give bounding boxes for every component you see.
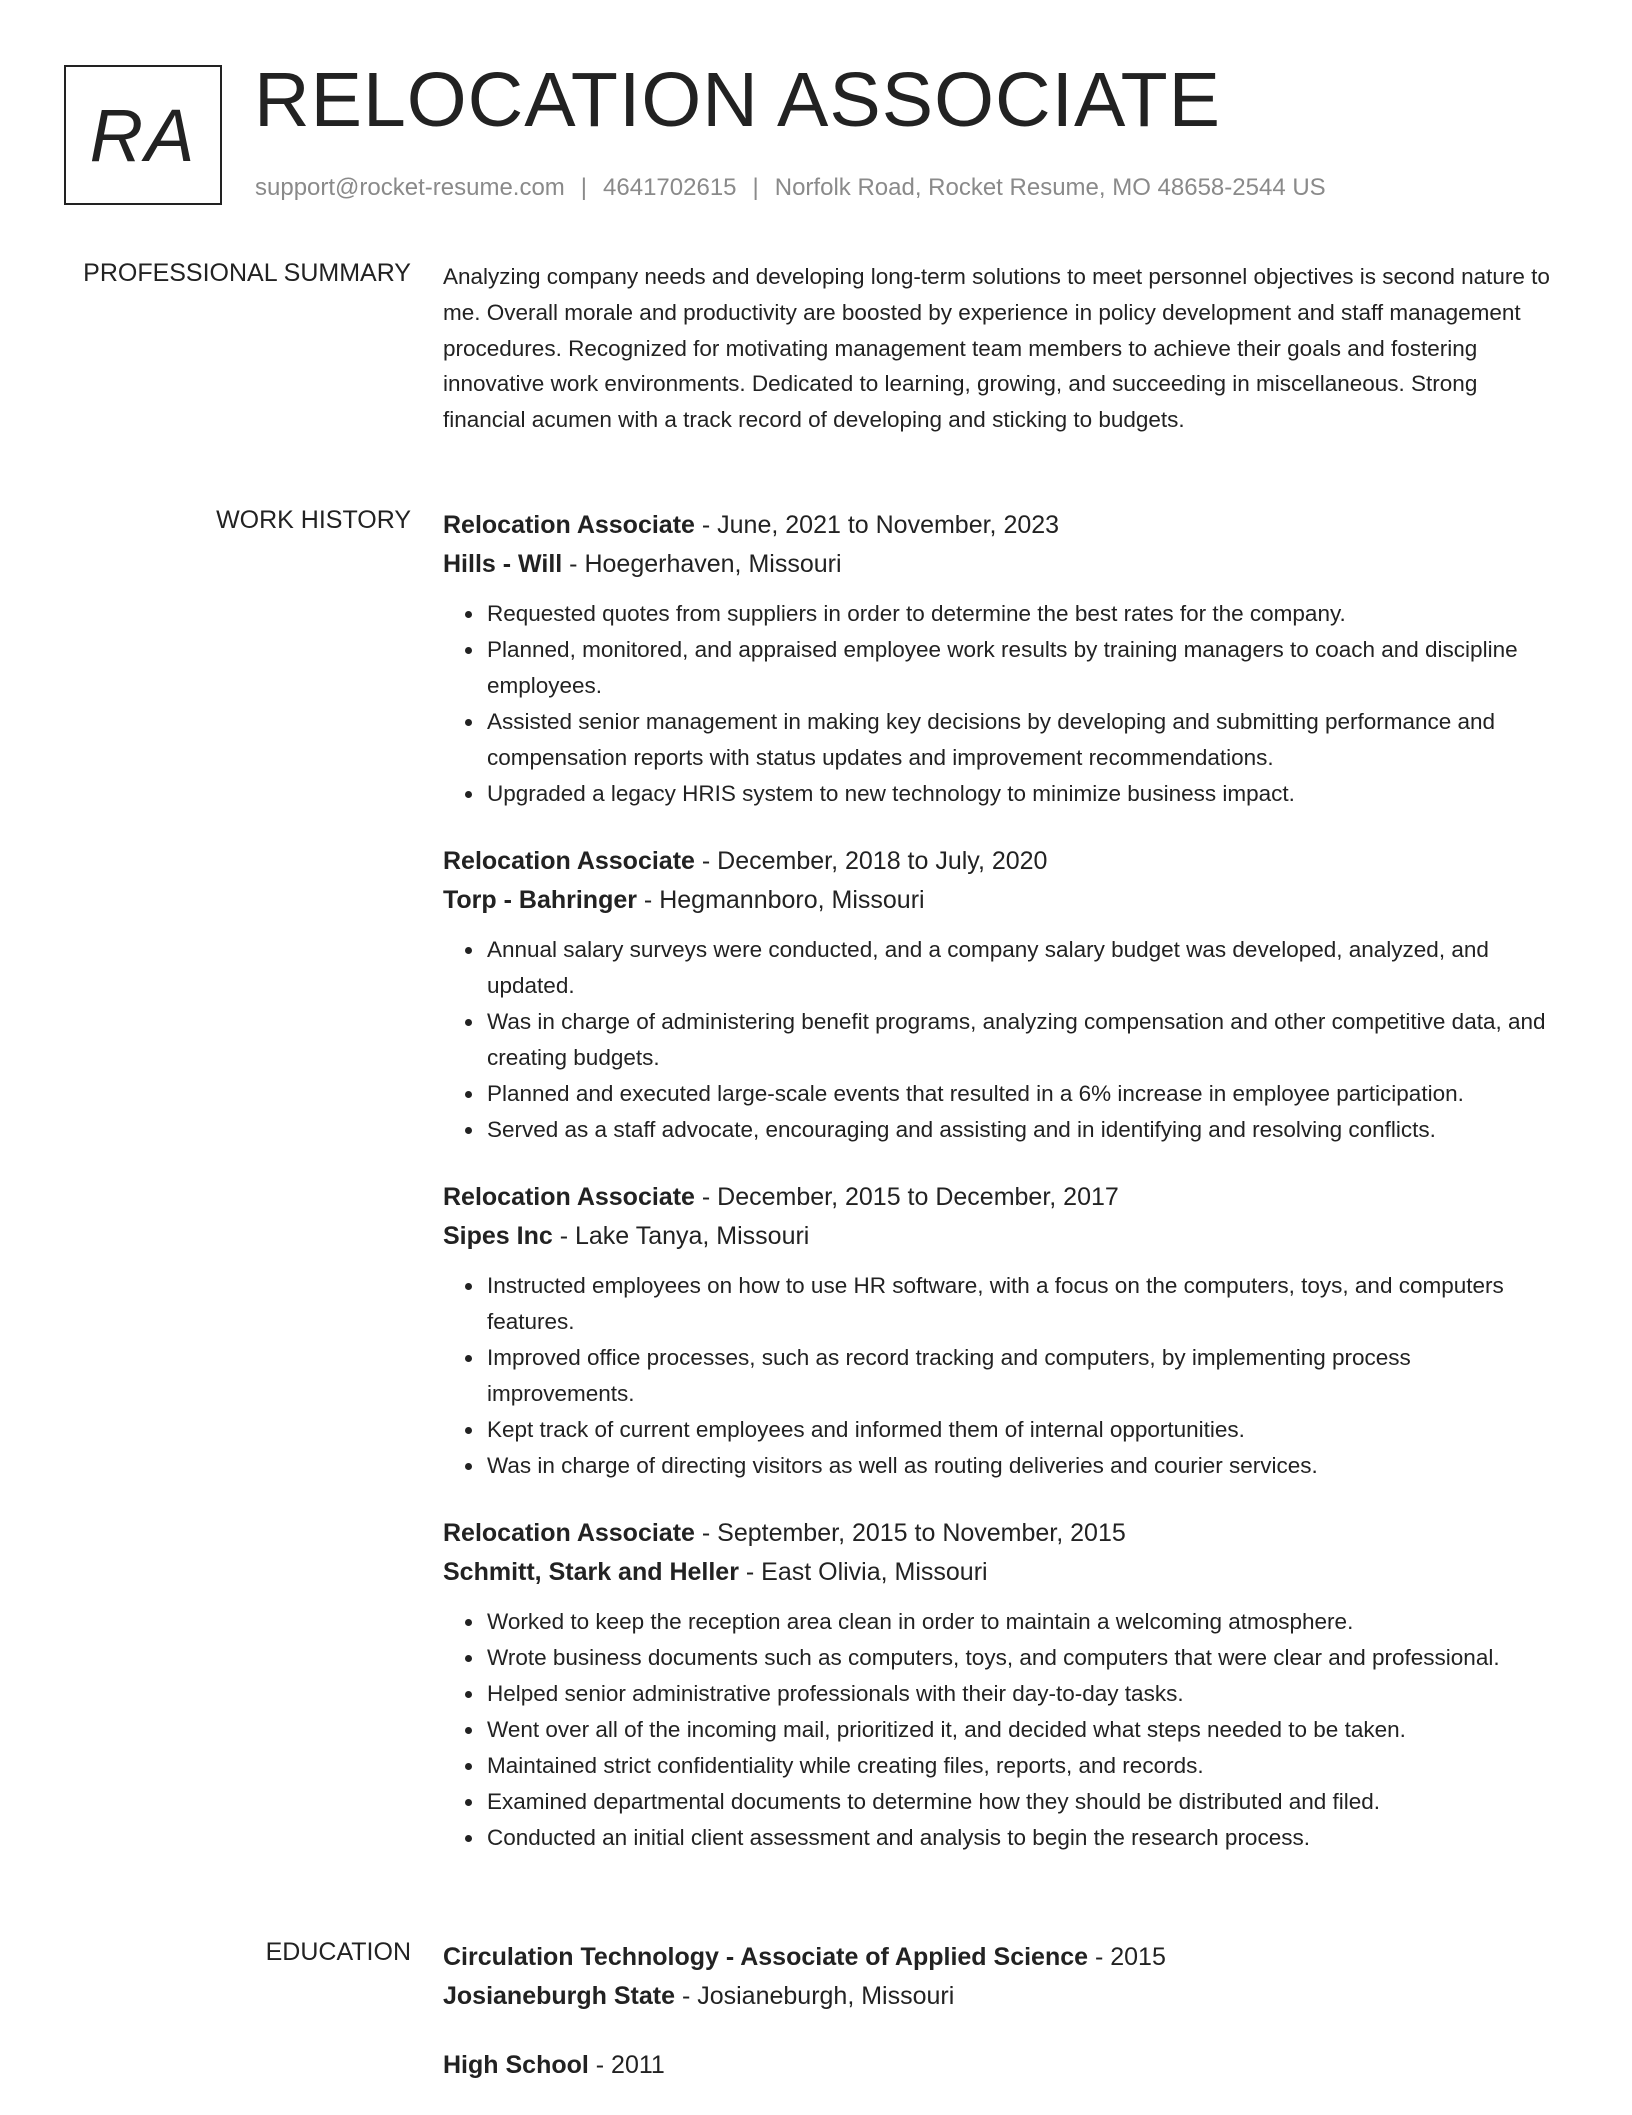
- degree-year: - 2011: [588, 2051, 665, 2079]
- job-title: Relocation Associate: [443, 1183, 695, 1211]
- degree-year: - 2015: [1088, 1943, 1166, 1971]
- contact-separator: |: [580, 174, 588, 201]
- job-dates: - June, 2021 to November, 2023: [694, 511, 1060, 539]
- contact-line: [255, 174, 1326, 202]
- job-bullets: [443, 932, 1558, 1148]
- degree-line: [443, 1938, 1558, 1977]
- job-company-line: [443, 881, 1558, 920]
- job-company-line: [443, 545, 1558, 584]
- job-company: Torp - Bahringer: [443, 886, 637, 914]
- job-title-line: [443, 842, 1558, 881]
- job-company: Sipes Inc: [443, 1222, 553, 1250]
- bullet-item: Helped senior administrative professionals with their day-to-day tasks.: [487, 1676, 1558, 1712]
- bullet-item: Maintained strict confidentiality while creating files, reports, and records.: [487, 1748, 1558, 1784]
- monogram-initials: RA: [89, 93, 197, 177]
- job-title: Relocation Associate: [443, 1519, 695, 1547]
- bullet-item: Planned and executed large-scale events that resulted in a 6% increase in employee participation.: [487, 1076, 1558, 1112]
- job-dates: - September, 2015 to November, 2015: [694, 1519, 1126, 1547]
- bullet-item: Annual salary surveys were conducted, and a company salary budget was developed, analyzed, and updated.: [487, 932, 1558, 1004]
- candidate-name: RELOCATION ASSOCIATE: [254, 57, 1222, 143]
- bullet-item: Went over all of the incoming mail, prioritized it, and decided what steps needed to be taken.: [487, 1712, 1558, 1748]
- job-entry: [443, 842, 1558, 1148]
- education-entry: [443, 2046, 1558, 2085]
- section-label-education: EDUCATION: [265, 1938, 411, 1966]
- bullet-item: Kept track of current employees and informed them of internal opportunities.: [487, 1412, 1558, 1448]
- school-line: [443, 1977, 1558, 2016]
- education-body: [443, 1938, 1558, 2115]
- job-title-line: [443, 1178, 1558, 1217]
- job-entry: [443, 1514, 1558, 1856]
- bullet-item: Assisted senior management in making key decisions by developing and submitting performance and compensation reports with status updates and improvement recommendations.: [487, 704, 1558, 776]
- summary-body: [443, 259, 1558, 438]
- job-company-line: [443, 1553, 1558, 1592]
- degree: High School: [443, 2051, 589, 2079]
- job-company: Hills - Will: [443, 550, 563, 578]
- job-title: Relocation Associate: [443, 847, 695, 875]
- degree-line: [443, 2046, 1558, 2085]
- school-location: - Josianeburgh, Missouri: [675, 1982, 955, 2010]
- job-location: - Hoegerhaven, Missouri: [562, 550, 842, 578]
- work-history-body: [443, 506, 1558, 1886]
- bullet-item: Instructed employees on how to use HR software, with a focus on the computers, toys, and computers features.: [487, 1268, 1558, 1340]
- degree: Circulation Technology - Associate of Applied Science: [443, 1943, 1089, 1971]
- job-title-line: [443, 506, 1558, 545]
- bullet-item: Served as a staff advocate, encouraging and assisting and in identifying and resolving conflicts.: [487, 1112, 1558, 1148]
- summary-text: Analyzing company needs and developing long-term solutions to meet personnel objectives is second nature to me. Overall morale and productivity are boosted by experience in policy development and staff management procedures. Recognized for motivating management team members to achieve their goals and fostering innovative work environments. Dedicated to learning, growing, and succeeding in miscellaneous. Strong financial acumen with a track record of developing and sticking to budgets.: [443, 264, 1550, 433]
- bullet-item: Conducted an initial client assessment and analysis to begin the research process.: [487, 1820, 1558, 1856]
- job-company: Schmitt, Stark and Heller: [443, 1558, 739, 1586]
- job-location: - East Olivia, Missouri: [738, 1558, 988, 1586]
- education-entry: [443, 1938, 1558, 2016]
- job-entry: [443, 506, 1558, 812]
- job-title: Relocation Associate: [443, 511, 695, 539]
- job-dates: - December, 2015 to December, 2017: [694, 1183, 1119, 1211]
- phone-number[interactable]: 4641702615: [603, 174, 737, 201]
- address: Norfolk Road, Rocket Resume, MO 48658-2544 US: [774, 174, 1326, 201]
- contact-separator: |: [752, 174, 759, 201]
- job-bullets: [443, 1268, 1558, 1484]
- section-label-work-history: WORK HISTORY: [216, 506, 411, 534]
- bullet-item: Examined departmental documents to determine how they should be distributed and filed.: [487, 1784, 1558, 1820]
- job-entry: [443, 1178, 1558, 1484]
- bullet-item: Was in charge of administering benefit programs, analyzing compensation and other competitive data, and creating budgets.: [487, 1004, 1558, 1076]
- bullet-item: Wrote business documents such as computers, toys, and computers that were clear and professional.: [487, 1640, 1558, 1676]
- section-label-summary: PROFESSIONAL SUMMARY: [83, 259, 411, 287]
- bullet-item: Requested quotes from suppliers in order to determine the best rates for the company.: [487, 596, 1558, 632]
- bullet-item: Planned, monitored, and appraised employee work results by training managers to coach and discipline employees.: [487, 632, 1558, 704]
- bullet-item: Was in charge of directing visitors as well as routing deliveries and courier services.: [487, 1448, 1558, 1484]
- monogram-logo: [64, 65, 222, 205]
- job-dates: - December, 2018 to July, 2020: [694, 847, 1048, 875]
- bullet-item: Improved office processes, such as record tracking and computers, by implementing process improvements.: [487, 1340, 1558, 1412]
- job-bullets: [443, 1604, 1558, 1856]
- bullet-item: Upgraded a legacy HRIS system to new technology to minimize business impact.: [487, 776, 1558, 812]
- job-company-line: [443, 1217, 1558, 1256]
- school: Josianeburgh State: [443, 1982, 675, 2010]
- job-title-line: [443, 1514, 1558, 1553]
- bullet-item: Worked to keep the reception area clean in order to maintain a welcoming atmosphere.: [487, 1604, 1558, 1640]
- email-link[interactable]: support@rocket-resume.com: [255, 174, 565, 201]
- job-bullets: [443, 596, 1558, 812]
- job-location: - Lake Tanya, Missouri: [552, 1222, 810, 1250]
- job-location: - Hegmannboro, Missouri: [636, 886, 925, 914]
